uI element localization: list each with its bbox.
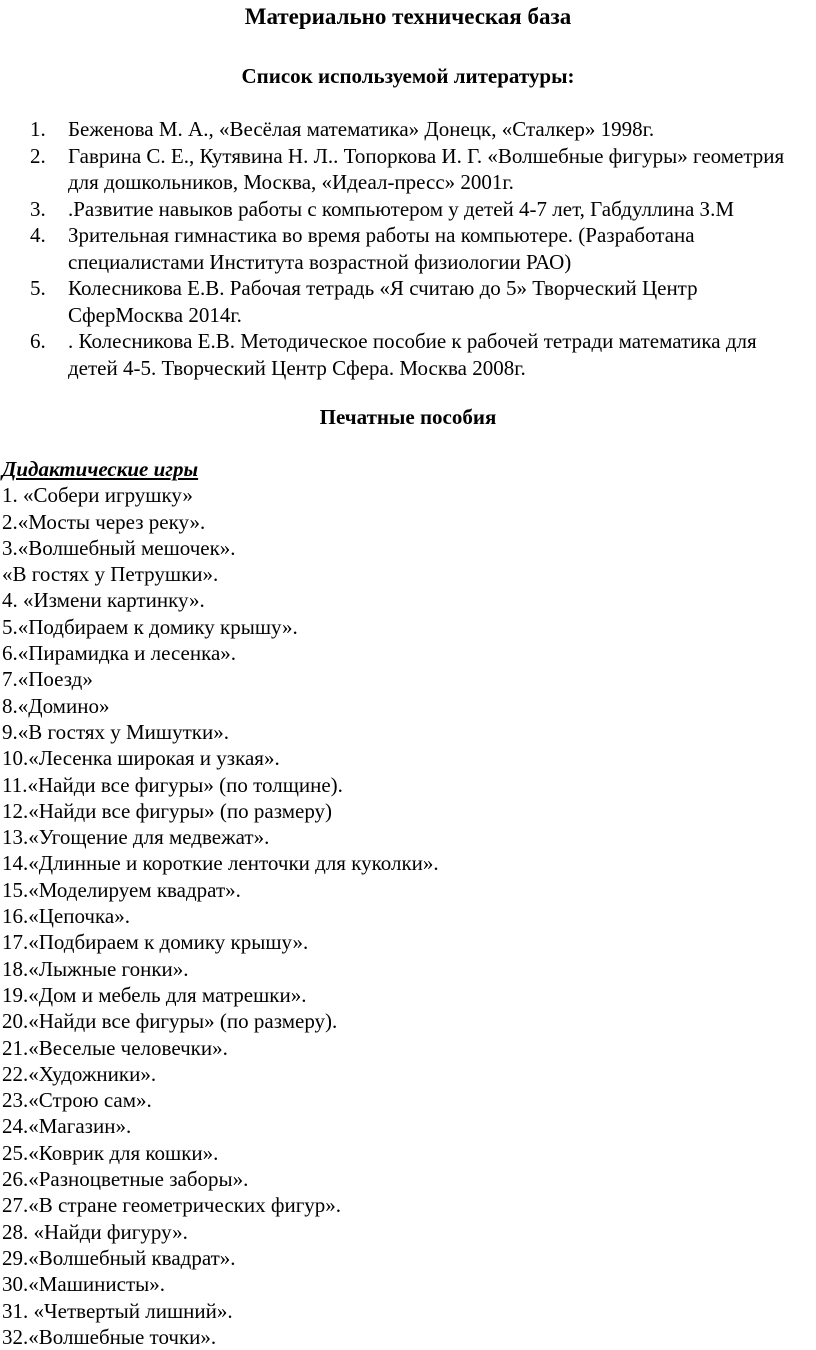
game-item: 20.«Найди все фигуры» (по размеру). — [2, 1009, 338, 1034]
item-number: 4. — [30, 223, 46, 247]
game-item: 15.«Моделируем квадрат». — [2, 877, 241, 902]
game-item: 26.«Разноцветные заборы». — [2, 1167, 249, 1192]
item-text: Зрительная гимнастика во время работы на компьютере. (Разработана специалистами Института возрастной физиологии РАО) — [68, 223, 695, 274]
game-item: 18.«Лыжные гонки». — [2, 956, 189, 981]
page-title: Материально техническая база — [244, 4, 572, 29]
item-text: Беженова М. А., «Весёлая математика» Донецк, «Сталкер» 1998г. — [68, 117, 655, 141]
literature-heading: Список используемой литературы: — [241, 64, 575, 88]
game-item: 13.«Угощение для медвежат». — [2, 825, 270, 850]
item-number: 3. — [30, 196, 46, 221]
literature-item — [0, 196, 798, 223]
game-item: 29.«Волшебный квадрат». — [2, 1245, 236, 1270]
game-item: 5.«Подбираем к домику крышу». — [2, 614, 298, 639]
game-item: 1. «Собери игрушку» — [2, 483, 193, 508]
game-item: 4. «Измени картинку». — [2, 588, 205, 613]
game-item: 7.«Поезд» — [2, 667, 93, 692]
game-item: 14.«Длинные и короткие ленточки для куколки». — [2, 851, 439, 876]
item-text: .Развитие навыков работы с компьютером у детей 4-7 лет, Габдуллина З.М — [68, 196, 734, 221]
literature-list — [0, 116, 798, 381]
game-item: 23.«Строю сам». — [2, 1088, 152, 1113]
game-item: 9.«В гостях у Мишутки». — [2, 719, 229, 744]
item-text: . Колесникова Е.В. Методическое пособие к рабочей тетради математика для детей 4-5. Творческий Центр Сфера. Москва 2008г. — [68, 329, 757, 380]
item-number: 5. — [30, 276, 46, 300]
game-item: 30.«Машинисты». — [2, 1272, 165, 1297]
game-item: 11.«Найди все фигуры» (по толщине). — [2, 772, 343, 797]
game-item: «В гостях у Петрушки». — [2, 562, 219, 587]
game-item: 28. «Найди фигуру». — [2, 1219, 188, 1244]
game-item: 8.«Домино» — [2, 693, 110, 718]
game-item: 19.«Дом и мебель для матрешки». — [2, 982, 307, 1007]
game-item: 25.«Коврик для кошки». — [2, 1140, 219, 1165]
game-item: 31. «Четвертый лишний». — [2, 1298, 233, 1323]
literature-item — [0, 116, 798, 143]
literature-item — [0, 328, 798, 381]
game-item: 27.«В стране геометрических фигур». — [2, 1193, 342, 1218]
item-text: Гаврина С. Е., Кутявина Н. Л.. Топоркова И. Г. «Волшебные фигуры» геометрия для дошкольников, Москва, «Идеал-пресс» 2001г. — [68, 143, 785, 194]
game-item: 12.«Найди все фигуры» (по размеру) — [2, 798, 333, 823]
item-number: 6. — [30, 329, 46, 353]
didactic-games-section — [2, 456, 439, 1350]
literature-item — [0, 222, 798, 275]
item-text: Колесникова Е.В. Рабочая тетрадь «Я считаю до 5» Творческий Центр СферМосква 2014г. — [68, 276, 698, 327]
printed-materials-heading: Печатные пособия — [319, 405, 497, 429]
game-item: 21.«Веселые человечки». — [2, 1035, 228, 1060]
game-item: 17.«Подбираем к домику крышу». — [2, 930, 309, 955]
game-item: 2.«Мосты через реку». — [2, 509, 206, 534]
item-number: 2. — [30, 143, 46, 168]
game-item: 3.«Волшебный мешочек». — [2, 535, 236, 560]
game-item: 32.«Волшебные точки». — [2, 1324, 217, 1349]
literature-item — [0, 143, 798, 196]
game-item: 16.«Цепочка». — [2, 904, 130, 929]
didactic-games-heading: Дидактические игры — [2, 457, 199, 481]
game-item: 24.«Магазин». — [2, 1114, 132, 1139]
game-item: 22.«Художники». — [2, 1061, 157, 1086]
item-number: 1. — [30, 117, 46, 141]
game-item: 10.«Лесенка широкая и узкая». — [2, 746, 280, 771]
game-item: 6.«Пирамидка и лесенка». — [2, 641, 237, 666]
literature-item — [0, 275, 798, 328]
